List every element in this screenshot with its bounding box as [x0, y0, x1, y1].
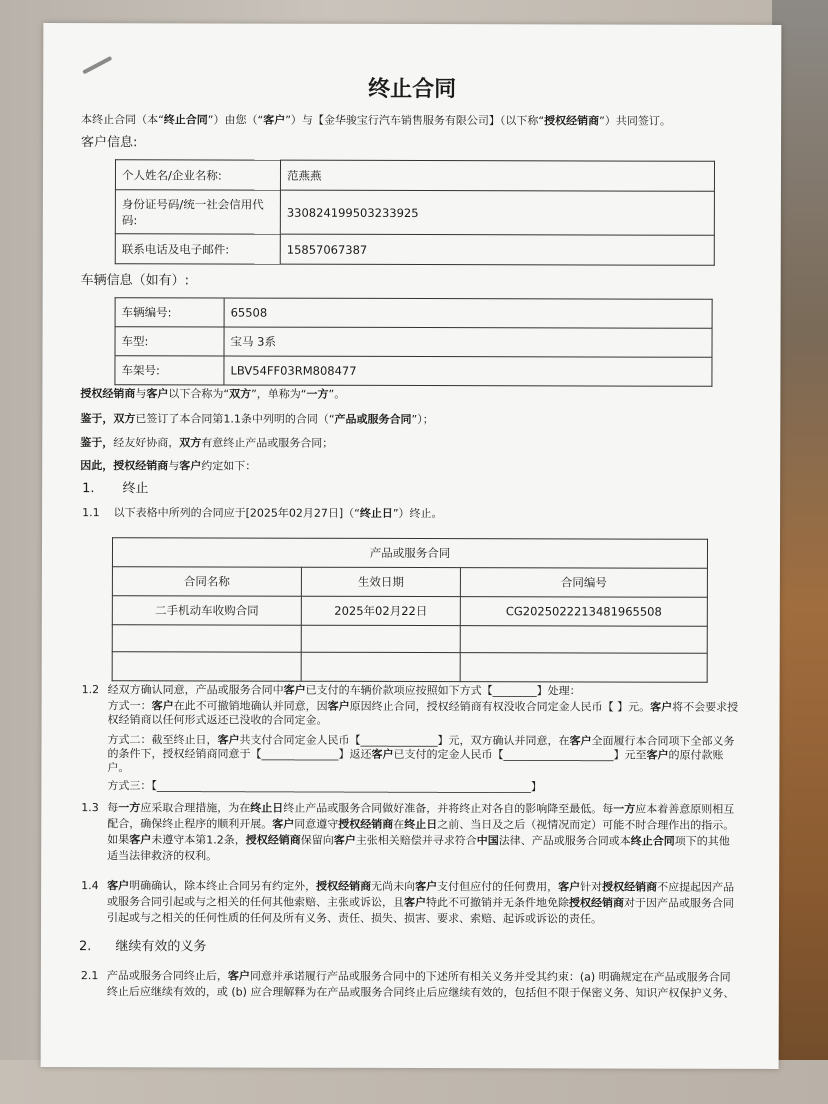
table-row	[112, 596, 707, 627]
section-2-heading: 2. 继续有效的义务	[78, 939, 207, 955]
clause-1-4-line-1: 客户明确确认，除本终止合同另有约定外，授权经销商无尚未向客户支付但应付的任何费用，客户针对授权经销商不应提起因产品	[107, 879, 735, 894]
vehicle-model-value: 宝马 3系	[224, 327, 712, 357]
clause-1-2-line-1: 经双方确认同意，产品或服务合同中客户已支付的车辆价款项应按照如下方式【________】处理：	[107, 683, 581, 698]
column-header-contract-number: 合同编号	[460, 568, 707, 598]
table-row	[112, 625, 707, 654]
option-2-line-1: 方式二：截至终止日，客户共支付合同定金人民币【______________】元，双方确认并同意，在客户全面履行本合同项下全部义务	[107, 733, 735, 748]
table-row	[115, 327, 712, 358]
table-row	[115, 234, 714, 266]
option-2-line-2: 的条件下，授权经销商同意于【______________】返还客户已支付的定金人民币【____________________】元至客户的原付款账	[107, 747, 724, 762]
clause-1-2-number: 1.2	[81, 683, 100, 697]
vehicle-info-heading: 车辆信息（如有）:	[80, 273, 190, 289]
therefore-clause: 因此，授权经销商与客户约定如下：	[80, 459, 257, 473]
table-cell: 2025年02月22日	[301, 596, 460, 625]
option-1-line-1: 方式一：客户在此不可撤销地确认并同意，因客户原因终止合同，授权经销商有权没收合同定金人民币【 】元。客户将不会要求授	[107, 699, 739, 714]
parties-definition: 授权经销商与客户以下合称为“双方”，单称为“一方”。	[80, 387, 346, 401]
table-cell	[112, 625, 301, 652]
clause-1-3-line-1: 每一方应采取合理措施，为在终止日终止产品或服务合同做好准备，并将终止对各自的影响降至最低。每一方应本着善意原则相互	[107, 801, 735, 816]
table-row	[112, 652, 707, 683]
customer-info-table	[115, 159, 715, 266]
document-page	[41, 23, 782, 1069]
staple-icon	[82, 56, 112, 74]
table-row	[112, 538, 707, 569]
clause-1-3-line-2: 配合，确保终止程序的顺利开展。客户同意遵守授权经销商在终止日之前、当日及之后（视情况而定）可能不时合理作出的指示。	[107, 817, 735, 832]
clause-1-4-number: 1.4	[81, 879, 99, 893]
customer-id-value: 330824199503233925	[280, 190, 714, 235]
vehicle-number-value: 65508	[224, 298, 712, 328]
clause-1-4-line-2: 或服务合同引起或与之相关的任何其他索赔、主张或诉讼，且客户特此不可撤销并无条件地免除授权经销商对于因产品或服务合同	[107, 895, 735, 910]
clause-1-1: 1.1 以下表格中所列的合同应于[2025年02月27日]（“终止日”）终止。	[82, 506, 443, 521]
clause-1-4-line-3: 引起或与之相关的任何性质的任何及所有义务、责任、损失、损害、要求、索赔、起诉或诉讼的责任。	[107, 911, 603, 926]
document-title: 终止合同	[368, 76, 457, 103]
table-cell	[112, 652, 301, 681]
section-1-heading: 1. 终止	[82, 481, 149, 497]
vin-label: 车架号:	[115, 356, 224, 385]
customer-info-heading: 客户信息:	[81, 135, 138, 151]
contract-table	[112, 537, 708, 683]
table-cell	[460, 626, 707, 654]
table-cell	[301, 625, 460, 652]
table-cell: 二手机动车收购合同	[112, 596, 301, 625]
vehicle-number-label: 车辆编号:	[115, 298, 224, 327]
vehicle-info-table	[114, 297, 712, 387]
vehicle-model-label: 车型:	[115, 327, 224, 356]
customer-contact-label: 联系电话及电子邮件:	[115, 234, 280, 264]
whereas-clause-2: 鉴于，经友好协商，双方有意终止产品或服务合同；	[80, 436, 334, 450]
customer-id-label: 身份证号码/统一社会信用代码:	[115, 190, 280, 234]
table-row	[115, 298, 712, 329]
option-3-line: 方式三：【____________________________________________________________________】	[107, 779, 542, 794]
intro-paragraph: 本终止合同（本“终止合同”）由您（“客户”）与【金华骏宝行汽车销售服务有限公司】（以下称“授权经销商”）共同签订。	[81, 113, 671, 128]
option-1-line-2: 权经销商以任何形式返还已没收的合同定金。	[107, 713, 328, 727]
vin-value: LBV54FF03RM808477	[224, 356, 712, 386]
table-row	[115, 190, 714, 236]
column-header-effective-date: 生效日期	[301, 567, 460, 596]
customer-name-label: 个人姓名/企业名称:	[115, 160, 280, 190]
option-2-line-3: 户。	[107, 761, 130, 775]
clause-1-3-line-4: 适当法律救济的权利。	[107, 849, 218, 863]
customer-contact-value: 15857067387	[280, 234, 714, 265]
table-cell	[460, 653, 707, 683]
column-header-contract-name: 合同名称	[112, 567, 301, 596]
clause-2-1-line-1: 产品或服务合同终止后，客户同意并承诺履行产品或服务合同中的下述所有相关义务并受其约束：(a) 明确规定在产品或服务合同	[106, 969, 731, 984]
whereas-clause-1: 鉴于，双方已签订了本合同第1.1条中列明的合同（“产品或服务合同”）；	[80, 412, 434, 427]
table-row	[112, 567, 707, 598]
table-row	[115, 160, 714, 192]
table-cell	[301, 652, 460, 681]
customer-name-value: 范燕燕	[280, 160, 714, 191]
clause-2-1-number: 2.1	[80, 969, 99, 983]
clause-2-1-line-2: 终止后应继续有效的，或 (b) 应合理解释为在产品或服务合同终止后应继续有效的，包括但不限于保密义务、知识产权保护义务、	[106, 985, 735, 1000]
clause-1-3-number: 1.3	[81, 801, 99, 815]
table-cell: CG2025022213481965508	[460, 597, 707, 627]
table-row	[115, 356, 712, 387]
contract-table-caption: 产品或服务合同	[112, 538, 707, 569]
clause-1-3-line-3: 如果客户未遵守本第1.2条，授权经销商保留向客户主张相关赔偿并寻求符合中国法律、产品或服务合同或本终止合同项下的其他	[107, 833, 730, 848]
